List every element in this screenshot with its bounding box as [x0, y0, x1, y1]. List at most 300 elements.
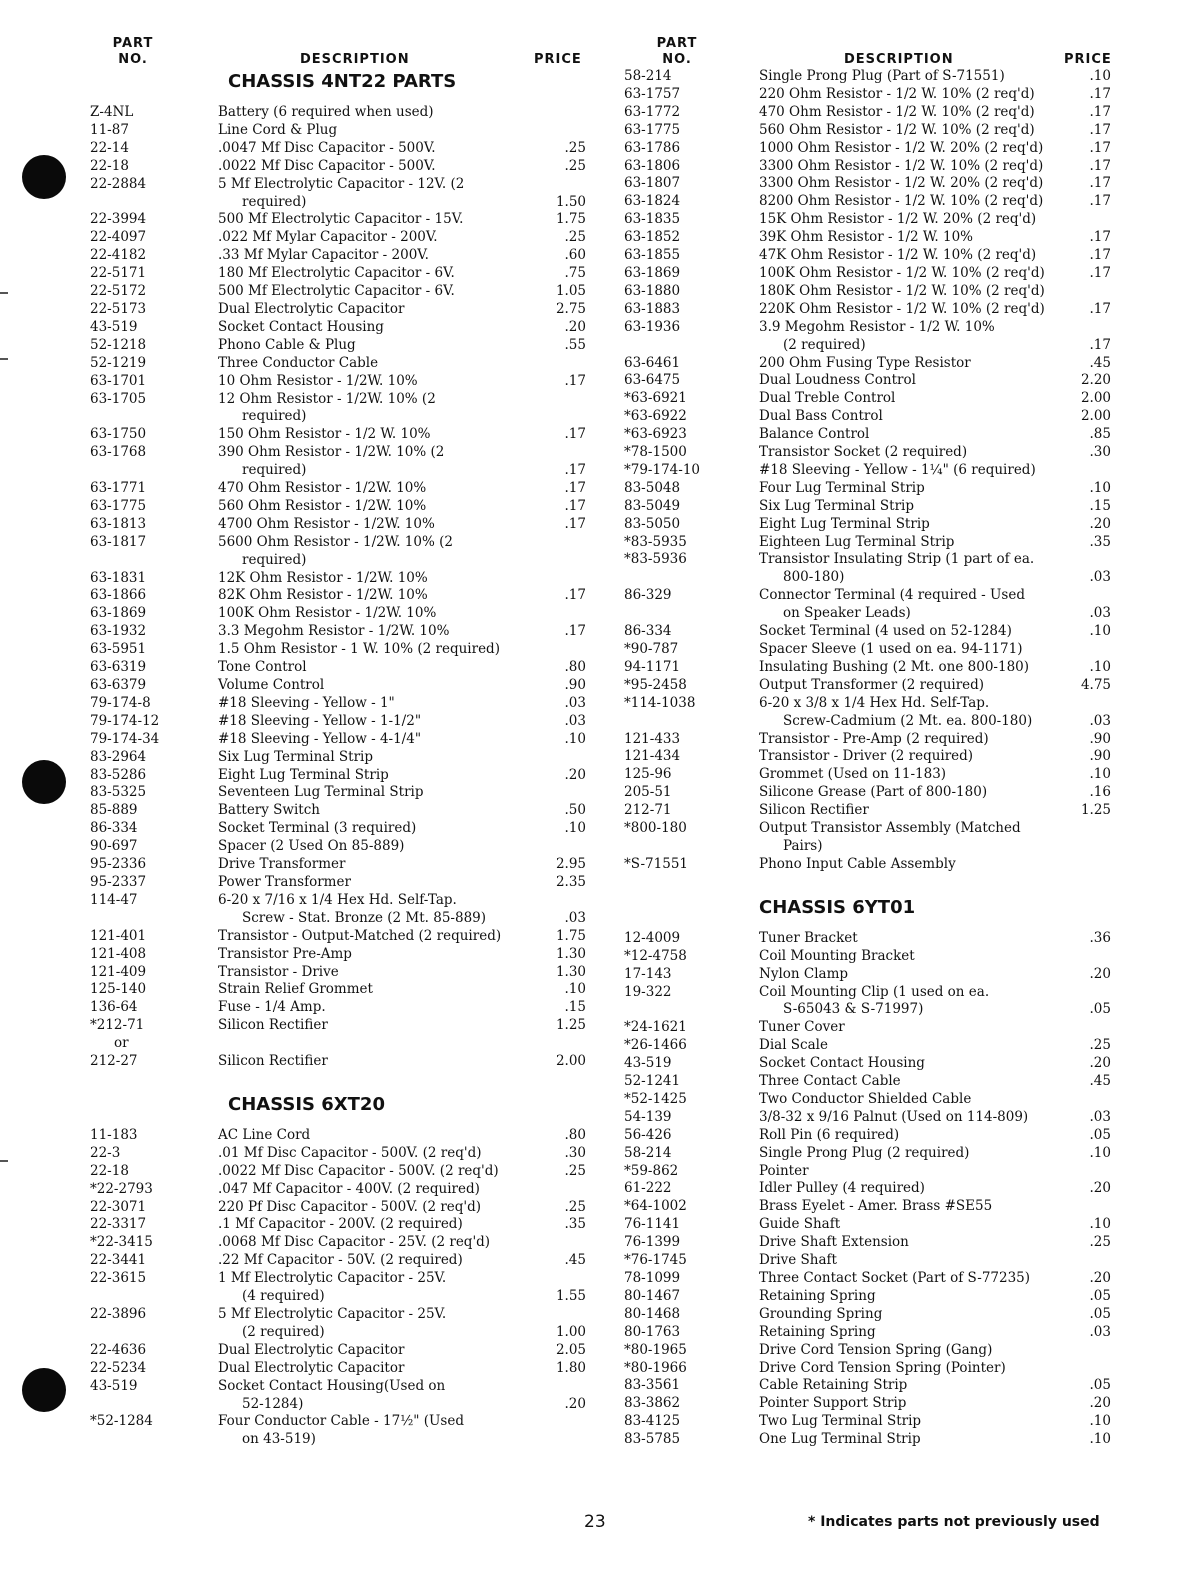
part-price: .50: [564, 802, 586, 819]
part-row: [624, 408, 1124, 426]
part-row: [624, 930, 1124, 948]
part-price: 1.30: [555, 963, 586, 980]
part-row: [624, 1127, 1124, 1145]
part-description: [218, 802, 546, 820]
description-continuation: (2 required): [783, 336, 866, 353]
description-line: Socket Contact Housing: [759, 1055, 925, 1072]
part-number: *80-1966: [624, 1359, 687, 1376]
part-description: [759, 68, 1071, 86]
part-description: [759, 498, 1071, 516]
part-price: .15: [1089, 497, 1111, 514]
part-price: 1.00: [555, 1323, 586, 1340]
part-price: .30: [1089, 444, 1111, 461]
description-line: Tuner Bracket: [759, 929, 858, 946]
part-row: [624, 1055, 1124, 1073]
part-description: [759, 1395, 1071, 1413]
part-price: .03: [564, 712, 586, 729]
part-price: .75: [564, 265, 586, 282]
part-row: [624, 372, 1124, 390]
description-line: Grounding Spring: [759, 1305, 883, 1322]
part-number: 83-3561: [624, 1377, 681, 1394]
part-price: 1.25: [555, 1017, 586, 1034]
edge-mark: [0, 292, 8, 294]
part-number: 63-1824: [624, 193, 681, 210]
description-line: 4700 Ohm Resistor - 1/2W. 10%: [218, 515, 435, 532]
part-price: .05: [1089, 1287, 1111, 1304]
description-line: #18 Sleeving - Yellow - 1-1/2": [218, 712, 422, 729]
part-price: .45: [1089, 354, 1111, 371]
description-line: Dual Loudness Control: [759, 372, 916, 389]
part-price: .03: [1089, 605, 1111, 622]
part-row: [90, 516, 590, 534]
part-description: [218, 498, 546, 516]
part-price: .17: [564, 480, 586, 497]
part-price: .03: [1089, 569, 1111, 586]
part-price: 2.00: [1080, 390, 1111, 407]
description-line: Grommet (Used on 11-183): [759, 766, 947, 783]
part-number: 52-1241: [624, 1073, 681, 1090]
part-price: .25: [564, 1162, 586, 1179]
part-number: 212-71: [624, 802, 672, 819]
part-price: .17: [1089, 247, 1111, 264]
part-number: *95-2458: [624, 676, 687, 693]
part-description: [218, 981, 546, 999]
part-number: 83-5785: [624, 1431, 681, 1448]
part-number: 63-1786: [624, 139, 681, 156]
description-line: Strain Relief Grommet: [218, 981, 373, 998]
description-line: Transistor Socket (2 required): [759, 444, 968, 461]
part-row: [90, 337, 590, 355]
part-number: 63-1855: [624, 247, 681, 264]
description-line: 390 Ohm Resistor - 1/2W. 10% (2: [218, 444, 445, 461]
part-row: [624, 551, 1124, 587]
part-row: [90, 355, 590, 373]
part-description: [759, 1413, 1071, 1431]
description-line: Brass Eyelet - Amer. Brass #SE55: [759, 1198, 993, 1215]
description-line: Drive Transformer: [218, 856, 346, 873]
description-line: Six Lug Terminal Strip: [218, 748, 374, 765]
part-row: [624, 623, 1124, 641]
part-description: [218, 623, 546, 641]
part-row: [90, 211, 590, 229]
part-description: [759, 480, 1071, 498]
part-row: [90, 999, 590, 1017]
part-description: [759, 1073, 1071, 1091]
part-number: 83-3862: [624, 1395, 681, 1412]
part-number: *12-4758: [624, 947, 687, 964]
part-price: 1.75: [555, 211, 586, 228]
part-number: 114-47: [90, 891, 138, 908]
part-row: [624, 820, 1124, 856]
part-number: 22-14: [90, 139, 129, 156]
part-number: 63-1771: [90, 480, 147, 497]
part-description: [218, 695, 546, 713]
part-description: [759, 247, 1071, 265]
part-description: [759, 1288, 1071, 1306]
part-price: 1.50: [555, 193, 586, 210]
part-number: 63-1750: [90, 426, 147, 443]
part-price: 1.55: [555, 1288, 586, 1305]
part-description: [759, 623, 1071, 641]
part-number: 63-1768: [90, 444, 147, 461]
description-header: DESCRIPTION: [300, 52, 410, 67]
part-price: .90: [1089, 748, 1111, 765]
part-number: 80-1468: [624, 1305, 681, 1322]
section-title: CHASSIS 6YT01: [759, 896, 916, 918]
part-number: 90-697: [90, 838, 138, 855]
part-description: [218, 641, 546, 659]
part-description: [218, 426, 546, 444]
description-continuation: required): [242, 408, 307, 425]
part-number: 63-1757: [624, 85, 681, 102]
part-description: [218, 1053, 546, 1071]
part-description: [759, 1360, 1071, 1378]
part-row: [624, 1252, 1124, 1270]
part-description: [218, 731, 546, 749]
part-row: [624, 966, 1124, 984]
part-number: 76-1141: [624, 1216, 681, 1233]
part-row: [90, 928, 590, 946]
part-row: [624, 1288, 1124, 1306]
description-line: .0068 Mf Disc Capacitor - 25V. (2 req'd): [218, 1234, 491, 1251]
part-row: [90, 104, 590, 122]
part-row: [90, 1163, 590, 1181]
part-price: .80: [564, 659, 586, 676]
part-number: 80-1467: [624, 1287, 681, 1304]
part-description: [218, 946, 546, 964]
part-description: [218, 104, 546, 122]
description-line: Spacer Sleeve (1 used on ea. 94-1171): [759, 641, 1023, 657]
part-description: [759, 355, 1071, 373]
description-line: Battery Switch: [218, 802, 320, 819]
description-line: Battery (6 required when used): [218, 104, 434, 120]
left-column: [90, 34, 590, 1449]
part-price: .03: [1089, 712, 1111, 729]
part-description: [759, 587, 1071, 623]
part-description: [218, 247, 546, 265]
part-description: [218, 337, 546, 355]
part-description: [759, 659, 1071, 677]
description-line: 1.5 Ohm Resistor - 1 W. 10% (2 required): [218, 641, 500, 658]
description-line: 10 Ohm Resistor - 1/2W. 10%: [218, 372, 418, 389]
part-row: [624, 1091, 1124, 1109]
description-line: [242, 1035, 570, 1053]
part-number: *212-71: [90, 1017, 145, 1034]
description-line: Drive Cord Tension Spring (Pointer): [759, 1359, 1006, 1376]
part-price: .17: [1089, 85, 1111, 102]
part-number: 63-1831: [90, 569, 147, 586]
part-price: .85: [1089, 426, 1111, 443]
part-price: .17: [1089, 264, 1111, 281]
part-row: [90, 713, 590, 731]
part-number: *59-862: [624, 1162, 679, 1179]
part-number: *80-1965: [624, 1341, 687, 1358]
part-row: [624, 1198, 1124, 1216]
part-price: .03: [564, 909, 586, 926]
part-description: [218, 229, 546, 247]
part-price: .25: [1089, 1037, 1111, 1054]
part-number: 63-1936: [624, 318, 681, 335]
part-description: [218, 587, 546, 605]
part-price: .20: [1089, 1055, 1111, 1072]
description-line: .33 Mf Mylar Capacitor - 200V.: [218, 247, 429, 264]
part-row: [624, 1019, 1124, 1037]
part-number: or: [114, 1035, 129, 1052]
part-description: [218, 1234, 546, 1252]
part-price: 1.75: [555, 927, 586, 944]
description-line: Six Lug Terminal Strip: [759, 497, 915, 514]
description-line: 3.3 Megohm Resistor - 1/2W. 10%: [218, 623, 450, 640]
description-line: Socket Contact Housing: [218, 318, 384, 335]
part-description: [759, 1324, 1071, 1342]
part-row: [90, 802, 590, 820]
description-line: .047 Mf Capacitor - 400V. (2 required): [218, 1180, 480, 1197]
part-number: 86-334: [90, 820, 138, 837]
description-line: Transistor - Driver (2 required): [759, 748, 974, 765]
part-row: [90, 964, 590, 982]
part-row: [624, 1431, 1124, 1449]
part-row: [90, 122, 590, 140]
part-price: .25: [1089, 1234, 1111, 1251]
part-description: [218, 480, 546, 498]
part-number: Z-4NL: [90, 104, 134, 120]
part-number: 63-1866: [90, 587, 147, 604]
part-price: .17: [564, 587, 586, 604]
part-row: [624, 1037, 1124, 1055]
part-description: [759, 856, 1071, 874]
description-line: Transistor Pre-Amp: [218, 945, 352, 962]
description-line: Drive Shaft: [759, 1252, 837, 1269]
description-line: Socket Terminal (4 used on 52-1284): [759, 623, 1012, 640]
part-number: 22-3441: [90, 1252, 147, 1269]
part-row: [90, 1127, 590, 1145]
part-row: [624, 193, 1124, 211]
part-description: [759, 1019, 1071, 1037]
part-number: 17-143: [624, 965, 672, 982]
part-description: [759, 301, 1071, 319]
part-number: 79-174-8: [90, 694, 151, 711]
page-number: 23: [584, 1512, 606, 1532]
part-number: *76-1745: [624, 1252, 687, 1269]
description-line: Eighteen Lug Terminal Strip: [759, 533, 955, 550]
description-line: Transistor - Pre-Amp (2 required): [759, 730, 989, 747]
part-number: 121-434: [624, 748, 681, 765]
part-price: .10: [1089, 68, 1111, 84]
part-number: 121-408: [90, 945, 147, 962]
part-description: [218, 874, 546, 892]
part-row: [90, 158, 590, 176]
description-line: 180K Ohm Resistor - 1/2 W. 10% (2 req'd): [759, 282, 1045, 299]
part-description: [759, 1091, 1071, 1109]
section-gap: [624, 922, 1124, 930]
description-line: 180 Mf Electrolytic Capacitor - 6V.: [218, 265, 455, 282]
part-description: [759, 444, 1071, 462]
part-description: [242, 1035, 570, 1053]
part-description: [759, 1180, 1071, 1198]
part-number: 22-4636: [90, 1341, 147, 1358]
part-price: .03: [1089, 1108, 1111, 1125]
part-description: [759, 766, 1071, 784]
part-number: *24-1621: [624, 1019, 687, 1036]
part-number: 83-5325: [90, 784, 147, 801]
part-number: 22-5234: [90, 1359, 147, 1376]
part-number: 86-334: [624, 623, 672, 640]
part-description: [218, 1252, 546, 1270]
part-row: [90, 1145, 590, 1163]
description-continuation: on Speaker Leads): [783, 605, 911, 622]
description-line: #18 Sleeving - Yellow - 1": [218, 694, 395, 711]
description-line: 560 Ohm Resistor - 1/2W. 10%: [218, 497, 427, 514]
part-row: [90, 570, 590, 588]
part-number: 63-1772: [624, 103, 681, 120]
part-row: [624, 498, 1124, 516]
description-line: Power Transformer: [218, 873, 351, 890]
part-description: [759, 158, 1071, 176]
description-continuation: Screw-Cadmium (2 Mt. ea. 800-180): [783, 712, 1033, 729]
part-row: [90, 641, 590, 659]
punch-hole-middle: [22, 760, 66, 804]
part-description: [218, 964, 546, 982]
part-description: [218, 158, 546, 176]
description-line: Two Conductor Shielded Cable: [759, 1090, 972, 1107]
part-price: 2.00: [1080, 408, 1111, 425]
part-price: .10: [1089, 766, 1111, 783]
part-row: [624, 319, 1124, 355]
part-price: .20: [1089, 965, 1111, 982]
part-description: [759, 516, 1071, 534]
description-line: 500 Mf Electrolytic Capacitor - 15V.: [218, 211, 464, 228]
part-number: 83-5048: [624, 479, 681, 496]
part-row: [90, 283, 590, 301]
part-description: [759, 802, 1071, 820]
part-number: 63-5951: [90, 641, 147, 658]
part-description: [218, 1145, 546, 1163]
part-number: *79-174-10: [624, 461, 700, 478]
part-price: .20: [564, 766, 586, 783]
footnote: * Indicates parts not previously used: [808, 1514, 1100, 1530]
part-row: [624, 86, 1124, 104]
part-row: [90, 892, 590, 928]
part-row: [90, 1216, 590, 1234]
part-row: [624, 247, 1124, 265]
part-number: *63-6921: [624, 390, 687, 407]
part-row: [90, 426, 590, 444]
part-row: [624, 480, 1124, 498]
part-row: [90, 874, 590, 892]
description-line: AC Line Cord: [218, 1126, 311, 1143]
part-number: *22-2793: [90, 1180, 153, 1197]
part-number: *52-1425: [624, 1090, 687, 1107]
description-line: 82K Ohm Resistor - 1/2W. 10%: [218, 587, 428, 604]
part-price: 2.20: [1080, 372, 1111, 389]
section-title: CHASSIS 4NT22 PARTS: [228, 71, 457, 92]
part-description: [759, 551, 1071, 587]
part-description: [759, 784, 1071, 802]
description-line: Silicon Rectifier: [218, 1017, 328, 1034]
description-line: Three Conductor Cable: [218, 354, 379, 371]
part-price: .35: [564, 1216, 586, 1233]
part-row: [624, 283, 1124, 301]
part-price: .55: [564, 336, 586, 353]
part-row: [624, 1342, 1124, 1360]
description-line: #18 Sleeving - Yellow - 4-1/4": [218, 730, 422, 747]
part-number: 22-18: [90, 1162, 129, 1179]
part-description: [759, 104, 1071, 122]
part-number: 83-4125: [624, 1413, 681, 1430]
part-number: 83-5049: [624, 497, 681, 514]
part-description: [759, 1163, 1071, 1181]
part-number: 205-51: [624, 784, 672, 801]
part-row: [90, 1360, 590, 1378]
description-line: Silicone Grease (Part of 800-180): [759, 784, 988, 801]
part-number: 63-1775: [624, 121, 681, 138]
part-description: [218, 856, 546, 874]
part-price: .10: [1089, 658, 1111, 675]
part-price: .60: [564, 247, 586, 264]
part-row: [90, 1035, 590, 1053]
part-row: [624, 802, 1124, 820]
description-line: .22 Mf Capacitor - 50V. (2 required): [218, 1252, 463, 1269]
part-row: [624, 948, 1124, 966]
description-line: Eight Lug Terminal Strip: [218, 766, 389, 783]
price-header: PRICE: [1064, 52, 1112, 67]
part-number: 22-3: [90, 1144, 121, 1161]
part-number: 63-1705: [90, 390, 147, 407]
part-price: .25: [564, 1198, 586, 1215]
part-price: .17: [1089, 139, 1111, 156]
part-description: [759, 641, 1071, 659]
part-row: [624, 444, 1124, 462]
description-line: Transistor Insulating Strip (1 part of ea.: [759, 551, 1035, 568]
description-line: Transistor - Drive: [218, 963, 339, 980]
description-continuation: on 43-519): [242, 1431, 316, 1448]
description-continuation: (2 required): [242, 1323, 325, 1340]
description-line: Insulating Bushing (2 Mt. one 800-180): [759, 658, 1030, 675]
part-number: 79-174-34: [90, 730, 160, 747]
part-row: [624, 229, 1124, 247]
part-number: 76-1399: [624, 1234, 681, 1251]
part-number: 58-214: [624, 68, 672, 84]
part-price: .10: [1089, 1216, 1111, 1233]
description-continuation: required): [242, 462, 307, 479]
description-line: Dual Electrolytic Capacitor: [218, 300, 405, 317]
description-line: Phono Cable & Plug: [218, 336, 356, 353]
part-description: [218, 1181, 546, 1199]
part-number: *63-6922: [624, 408, 687, 425]
description-line: 470 Ohm Resistor - 1/2W. 10%: [218, 480, 427, 497]
part-description: [218, 355, 546, 373]
right-column: [624, 34, 1124, 1449]
part-row: [624, 122, 1124, 140]
part-row: [90, 695, 590, 713]
part-number: 11-183: [90, 1126, 138, 1143]
punch-hole-top: [22, 155, 66, 199]
part-row: [90, 301, 590, 319]
part-price: .17: [1089, 157, 1111, 174]
column-header: [624, 34, 1124, 68]
description-line: One Lug Terminal Strip: [759, 1431, 921, 1448]
part-description: [218, 534, 546, 570]
description-line: 470 Ohm Resistor - 1/2 W. 10% (2 req'd): [759, 103, 1035, 120]
part-row: [624, 462, 1124, 480]
part-row: [90, 1199, 590, 1217]
part-price: .05: [1089, 1305, 1111, 1322]
part-price: .17: [1089, 193, 1111, 210]
description-line: Four Lug Terminal Strip: [759, 479, 925, 496]
description-line: Idler Pulley (4 required): [759, 1180, 925, 1197]
part-row: [90, 587, 590, 605]
part-description: [759, 731, 1071, 749]
